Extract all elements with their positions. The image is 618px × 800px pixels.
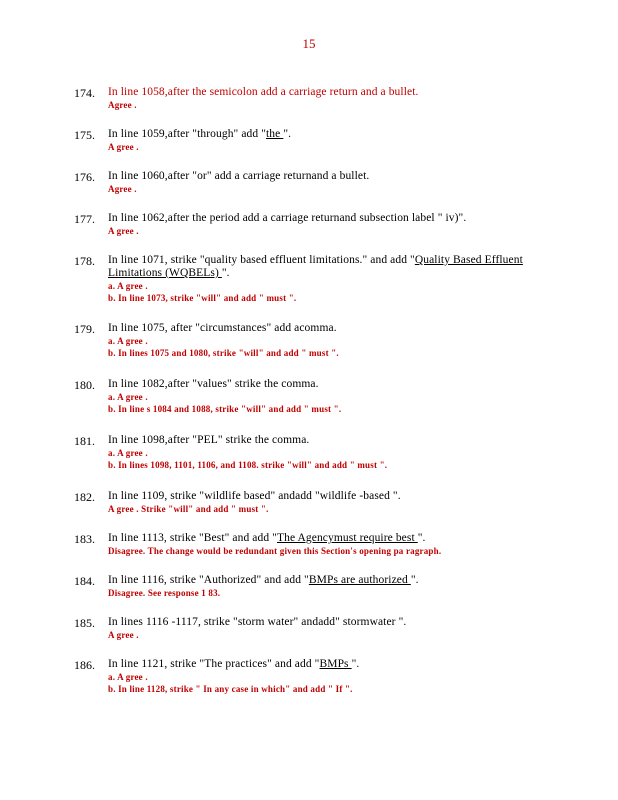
comment-text [108, 128, 291, 141]
text-part: In line 1116, strike "Authorized" and add " [108, 574, 309, 586]
comment-number: 175. [74, 128, 95, 142]
comment-number: 182. [74, 490, 95, 504]
comment-response: A gree . [108, 142, 139, 152]
comment-item [74, 532, 441, 557]
underlined-insertion: BMPs [319, 658, 352, 670]
comment-response: a. A gree . [108, 672, 148, 682]
underlined-insertion: The Agencymust require best [276, 532, 418, 544]
comment-text: In line 1098,after "PEL" strike the comma. [108, 434, 310, 446]
comment-text [108, 254, 548, 280]
comment-response: a. A gree . [108, 281, 148, 291]
text-part: ". [417, 532, 426, 544]
comment-item [74, 434, 387, 471]
comment-text [108, 658, 359, 671]
comment-item [74, 616, 406, 641]
comment-item [74, 658, 359, 695]
comment-response: b. In lines 1075 and 1080, strike "will" and add " must ". [108, 348, 339, 358]
comment-response: b. In line s 1084 and 1088, strike "will" and add " must ". [108, 404, 342, 414]
text-part: ". [351, 658, 360, 670]
comment-number: 184. [74, 574, 95, 588]
comment-response: a. A gree . [108, 336, 148, 346]
comment-text: In line 1060,after "or" add a carriage returnand a bullet. [108, 170, 370, 182]
comment-response: a. A gree . [108, 448, 148, 458]
comment-text: In line 1062,after the period add a carriage returnand subsection label " iv)". [108, 212, 467, 224]
text-part: In line 1113, strike "Best" and add " [108, 532, 277, 544]
text-part: In line 1121, strike "The practices" and add " [108, 658, 320, 670]
comment-response: A gree . [108, 226, 139, 236]
comment-text [108, 574, 419, 587]
comment-text: In line 1058,after the semicolon add a carriage return and a bullet. [108, 86, 419, 98]
comment-response: Disagree. See response 1 83. [108, 588, 221, 598]
comment-response: a. A gree . [108, 392, 148, 402]
comment-item [74, 212, 466, 237]
comment-number: 176. [74, 170, 95, 184]
comment-item [74, 378, 341, 415]
comment-response: b. In lines 1098, 1101, 1106, and 1108. strike "will" and add " must ". [108, 460, 388, 470]
comment-number: 178. [74, 254, 95, 268]
comment-text [108, 532, 441, 545]
comment-item [74, 170, 369, 195]
comment-response: A gree . Strike "will" and add " must ". [108, 504, 269, 514]
text-part: In line 1059,after "through" add " [108, 128, 266, 140]
comment-number: 181. [74, 434, 95, 448]
underlined-insertion: Quality Based Effluent Limitations (WQBELs) [108, 254, 523, 279]
comment-number: 174. [74, 86, 95, 100]
text-part: ". [283, 128, 292, 140]
comment-response: Agree . [108, 184, 137, 194]
comment-response: b. In line 1073, strike "will" and add " must ". [108, 293, 297, 303]
text-part: In line 1071, strike "quality based effluent limitations." and add " [108, 254, 415, 266]
comment-number: 185. [74, 616, 95, 630]
comment-text: In line 1109, strike "wildlife based" andadd "wildlife -based ". [108, 490, 401, 502]
comment-text: In line 1082,after "values" strike the comma. [108, 378, 319, 390]
comment-response: Agree . [108, 100, 137, 110]
comment-item [74, 490, 401, 515]
comment-item [74, 86, 418, 111]
text-part: ". [221, 267, 230, 279]
comment-item [74, 128, 291, 153]
comment-response: A gree . [108, 630, 139, 640]
comment-number: 179. [74, 322, 95, 336]
comment-response: b. In line 1128, strike " In any case in which" and add " If ". [108, 684, 353, 694]
text-part: ". [410, 574, 419, 586]
comment-text: In line 1075, after "circumstances" add acomma. [108, 322, 337, 334]
comment-item [74, 322, 339, 359]
underlined-insertion: BMPs are authorized [308, 574, 411, 586]
comment-number: 186. [74, 658, 95, 672]
comment-response: Disagree. The change would be redundant given this Section's opening pa ragraph. [108, 546, 442, 556]
comment-item [74, 574, 419, 599]
underlined-insertion: the [266, 128, 284, 140]
comment-number: 180. [74, 378, 95, 392]
page-number: 15 [302, 36, 316, 51]
comment-number: 183. [74, 532, 95, 546]
comment-item [74, 254, 548, 304]
comment-number: 177. [74, 212, 95, 226]
comment-text: In lines 1116 -1117, strike "storm water" andadd" stormwater ". [108, 616, 407, 628]
